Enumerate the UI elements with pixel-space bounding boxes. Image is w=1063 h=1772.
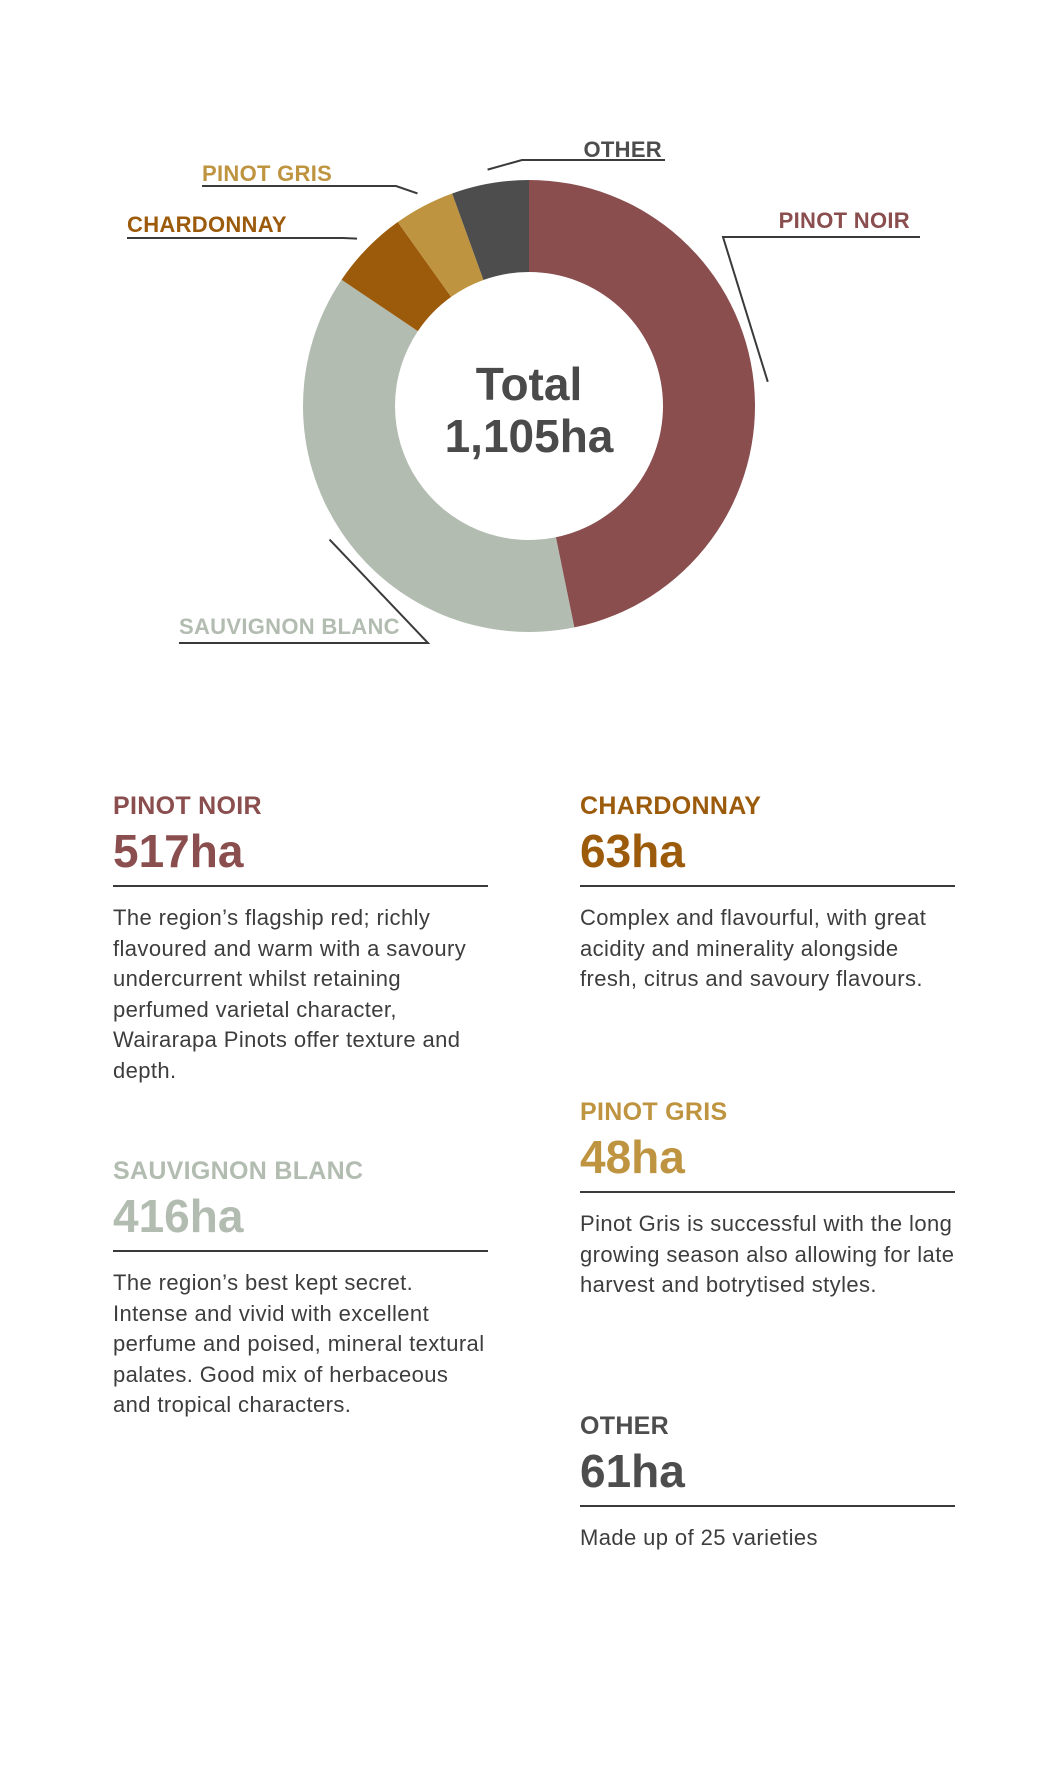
- section-title: SAUVIGNON BLANC: [113, 1157, 364, 1185]
- section-value: 63ha: [580, 825, 685, 877]
- section-divider: [113, 1250, 488, 1252]
- section-description: Made up of 25 varieties: [580, 1525, 818, 1550]
- section-title: OTHER: [580, 1412, 669, 1440]
- section-value: 517ha: [113, 825, 244, 877]
- callout-label-other: OTHER: [583, 137, 662, 162]
- section-description: Complex and flavourful, with great acidity and minerality alongside fresh, citrus and savoury flavours.: [580, 905, 927, 991]
- chart-center-title: Total: [475, 358, 583, 410]
- callout-label-sauvignon-blanc: SAUVIGNON BLANC: [179, 614, 400, 639]
- section-divider: [580, 1191, 955, 1193]
- chart-center-value: 1,105ha: [444, 410, 614, 462]
- section-description: The region’s flagship red; richly flavoured and warm with a savoury undercurrent whilst retaining perfumed varietal character, Wairarapa Pinots offer texture and depth.: [113, 905, 467, 1083]
- section-value: 61ha: [580, 1445, 685, 1497]
- section-divider: [580, 885, 955, 887]
- callout-label-pinot-noir: PINOT NOIR: [778, 208, 910, 233]
- section-title: PINOT NOIR: [113, 792, 262, 820]
- section-other: [580, 1411, 955, 1554]
- callout-line-chardonnay: [127, 238, 357, 239]
- section-pinot-gris: [580, 1097, 955, 1301]
- section-title: PINOT GRIS: [580, 1098, 728, 1126]
- section-sauvignon-blanc: [113, 1156, 488, 1421]
- callout-label-chardonnay: CHARDONNAY: [127, 212, 287, 237]
- donut-chart: [0, 0, 1063, 700]
- section-description: Pinot Gris is successful with the long growing season also allowing for late harvest and botrytised styles.: [580, 1211, 955, 1297]
- section-chardonnay: [580, 791, 955, 995]
- section-value: 48ha: [580, 1131, 685, 1183]
- section-divider: [580, 1505, 955, 1507]
- section-pinot-noir: [113, 791, 488, 1086]
- callout-label-pinot-gris: PINOT GRIS: [202, 161, 333, 186]
- section-description: The region’s best kept secret. Intense and vivid with excellent perfume and poised, mineral textural palates. Good mix of herbaceous and tropical characters.: [113, 1270, 485, 1417]
- section-divider: [113, 885, 488, 887]
- section-title: CHARDONNAY: [580, 792, 762, 820]
- section-value: 416ha: [113, 1190, 244, 1242]
- callout-line-pinot-noir: [723, 237, 920, 382]
- callout-line-pinot-gris: [202, 186, 417, 193]
